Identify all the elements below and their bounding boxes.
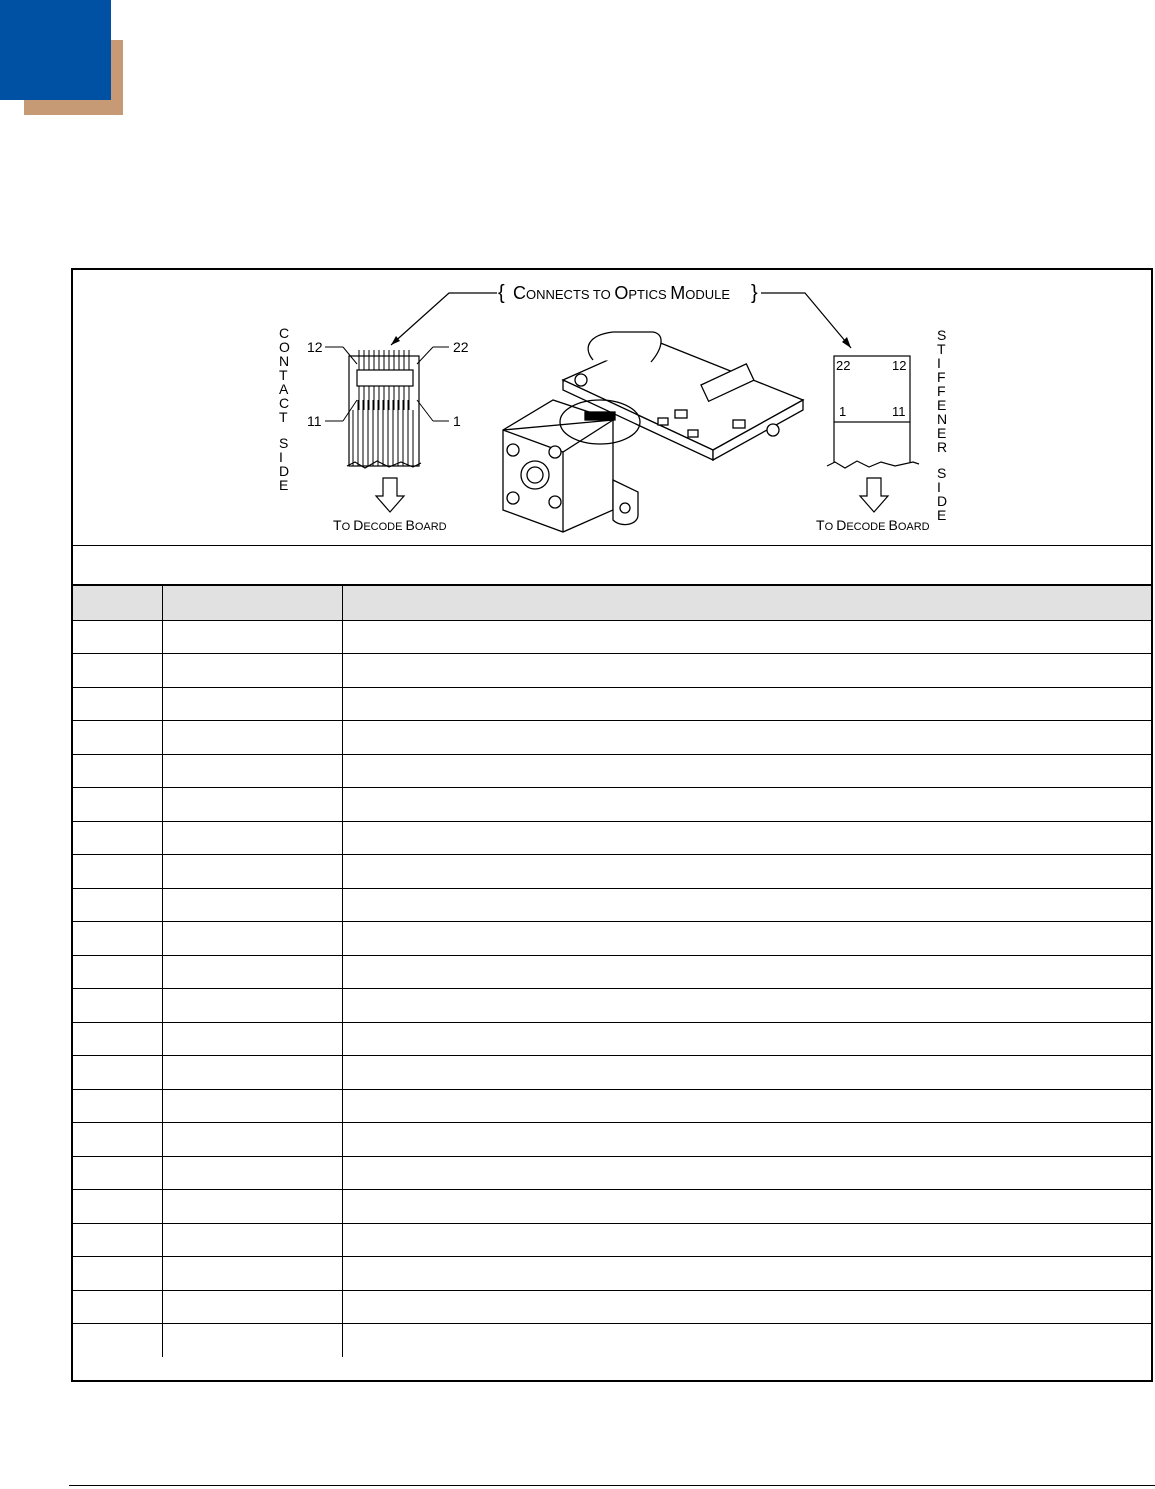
decode-r2: ECODE: [846, 521, 889, 533]
table-cell: [73, 721, 162, 755]
table-cell: [73, 855, 162, 889]
table-cell: [342, 922, 1151, 956]
table-cell: [73, 922, 162, 956]
table-cell: [162, 1022, 342, 1056]
table-row: [73, 687, 1151, 721]
table-cell: [162, 888, 342, 922]
column-header: [73, 586, 162, 620]
connects-r2: PTICS: [628, 287, 671, 302]
table-cell: [162, 687, 342, 721]
stiffener-letter: S: [937, 327, 947, 343]
table-cell: [162, 1223, 342, 1257]
table-cell: [73, 1257, 162, 1291]
stiffener-letter: E: [937, 425, 947, 441]
table-row: [73, 1223, 1151, 1257]
table-cell: [162, 1324, 342, 1358]
brace-right-glyph: }: [751, 282, 758, 304]
contact-letter: S: [279, 435, 289, 451]
pin-label-11: 11: [307, 413, 322, 429]
pin-label-22: 22: [453, 339, 469, 355]
table-cell: [162, 1123, 342, 1157]
arrow-down-icon: [376, 478, 404, 512]
stiffener-letter: E: [937, 397, 947, 413]
table-cell: [73, 1022, 162, 1056]
table-cell: [73, 687, 162, 721]
column-header: [342, 586, 1151, 620]
table-cell: [162, 1257, 342, 1291]
table-row: [73, 855, 1151, 889]
contact-letter: E: [279, 477, 289, 493]
contact-letter: D: [279, 463, 290, 479]
table-cell: [342, 1257, 1151, 1291]
table-row: [73, 1190, 1151, 1224]
table-cell: [342, 721, 1151, 755]
table-cell: [162, 1089, 342, 1123]
contact-letter: I: [279, 449, 283, 465]
pin-label-12: 12: [307, 339, 323, 355]
table-row: [73, 620, 1151, 654]
table-row: [73, 1156, 1151, 1190]
stiffener-letter: I: [937, 479, 941, 495]
stiffener-pin-11: 11: [892, 404, 906, 419]
contact-letter: A: [279, 381, 289, 397]
table-row: [73, 1324, 1151, 1358]
table-cell: [342, 1190, 1151, 1224]
table-row: [73, 1056, 1151, 1090]
pinout-table: [73, 586, 1151, 1357]
connector-table-frame: [71, 268, 1153, 1382]
stiffener-side-label: [937, 327, 947, 523]
table-cell: [342, 888, 1151, 922]
decode-r3: OARD: [414, 521, 447, 533]
table-cell: [162, 1056, 342, 1090]
table-cell: [162, 1290, 342, 1324]
table-cell: [162, 989, 342, 1023]
contact-letter: C: [279, 325, 290, 341]
leader-line-right: [761, 293, 851, 348]
contact-letter: T: [279, 409, 288, 425]
stiffener-letter: I: [937, 355, 941, 371]
connector-diagram: [73, 270, 1151, 545]
table-row: [73, 1022, 1151, 1056]
stiffener-letter: N: [937, 411, 948, 427]
decode-c1: T: [333, 517, 342, 533]
connects-label: [513, 283, 730, 303]
connects-r3: ODULE: [685, 287, 731, 302]
table-cell: [162, 955, 342, 989]
table-cell: [342, 855, 1151, 889]
flex-connector-contact-view: [347, 350, 421, 468]
footer-rule: [69, 1485, 1155, 1486]
table-cell: [342, 654, 1151, 688]
decode-c3: B: [888, 517, 898, 533]
connects-c1: C: [513, 283, 526, 303]
table-cell: [342, 1223, 1151, 1257]
decode-label-left: [333, 517, 447, 533]
connects-c3: M: [670, 283, 686, 303]
table-cell: [73, 821, 162, 855]
table-cell: [342, 989, 1151, 1023]
decode-c2: D: [353, 517, 364, 533]
table-cell: [73, 1324, 162, 1358]
table-cell: [73, 1190, 162, 1224]
table-cell: [73, 1223, 162, 1257]
table-row: [73, 922, 1151, 956]
stiffener-letter: E: [937, 507, 947, 523]
decode-r1: O: [824, 521, 837, 533]
table-row: [73, 754, 1151, 788]
table-cell: [342, 1156, 1151, 1190]
decode-label-right: [816, 517, 930, 533]
table-cell: [342, 620, 1151, 654]
table-cell: [73, 1290, 162, 1324]
decode-r1: O: [341, 521, 354, 533]
table-cell: [162, 620, 342, 654]
stiffener-pin-22: 22: [836, 358, 851, 373]
table-row: [73, 1257, 1151, 1291]
table-cell: [342, 1089, 1151, 1123]
column-header: [162, 586, 342, 620]
table-cell: [73, 955, 162, 989]
table-cell: [162, 788, 342, 822]
leader-line-left: [391, 293, 497, 345]
table-cell: [342, 1123, 1151, 1157]
table-cell: [162, 855, 342, 889]
table-cell: [162, 1190, 342, 1224]
table-header-row: [73, 586, 1151, 620]
table-cell: [342, 1324, 1151, 1358]
contact-letter: N: [279, 353, 290, 369]
table-cell: [162, 654, 342, 688]
table-cell: [342, 1056, 1151, 1090]
table-cell: [73, 1089, 162, 1123]
pin-label-1: 1: [453, 413, 461, 429]
stiffener-pin-1: 1: [839, 404, 847, 419]
table-cell: [73, 888, 162, 922]
table-cell: [73, 1056, 162, 1090]
table-row: [73, 654, 1151, 688]
table-cell: [73, 1156, 162, 1190]
decode-r3: OARD: [897, 521, 930, 533]
table-cell: [73, 788, 162, 822]
table-row: [73, 821, 1151, 855]
table-row: [73, 788, 1151, 822]
stiffener-letter: R: [937, 439, 948, 455]
connects-r1: ONNECTS TO: [526, 287, 615, 302]
stiffener-letter: F: [937, 369, 946, 385]
table-cell: [342, 821, 1151, 855]
stiffener-letter: F: [937, 383, 946, 399]
decode-c2: D: [836, 517, 847, 533]
connects-c2: O: [614, 283, 629, 303]
table-row: [73, 721, 1151, 755]
table-cell: [73, 654, 162, 688]
stiffener-letter: T: [937, 341, 946, 357]
contact-letter: T: [279, 367, 288, 383]
table-cell: [162, 1156, 342, 1190]
table-cell: [342, 955, 1151, 989]
decode-c1: T: [816, 517, 825, 533]
table-cell: [162, 922, 342, 956]
stiffener-pin-12: 12: [892, 358, 907, 373]
decode-c3: B: [405, 517, 415, 533]
contact-letter: C: [279, 395, 290, 411]
stiffener-letter: S: [937, 465, 947, 481]
table-cell: [342, 788, 1151, 822]
table-cell: [342, 1290, 1151, 1324]
table-cell: [162, 721, 342, 755]
table-cell: [73, 754, 162, 788]
contact-side-label: [279, 325, 290, 493]
table-row: [73, 1123, 1151, 1157]
table-cell: [73, 1123, 162, 1157]
table-row: [73, 888, 1151, 922]
connector-figure: [73, 270, 1151, 545]
contact-letter: O: [279, 339, 290, 355]
chapter-tab: [0, 0, 111, 100]
table-cell: [342, 687, 1151, 721]
table-row: [73, 1290, 1151, 1324]
table-cell: [162, 754, 342, 788]
table-cell: [162, 821, 342, 855]
stiffener-letter: D: [937, 493, 948, 509]
scan-engine-illustration: [503, 332, 803, 532]
table-cell: [342, 754, 1151, 788]
brace-left-glyph: {: [498, 282, 505, 304]
decode-r2: ECODE: [363, 521, 406, 533]
table-cell: [73, 989, 162, 1023]
table-row: [73, 955, 1151, 989]
table-row: [73, 1089, 1151, 1123]
table-caption-row: [73, 545, 1151, 586]
arrow-down-icon: [860, 478, 888, 512]
table-row: [73, 989, 1151, 1023]
table-cell: [342, 1022, 1151, 1056]
table-cell: [73, 620, 162, 654]
